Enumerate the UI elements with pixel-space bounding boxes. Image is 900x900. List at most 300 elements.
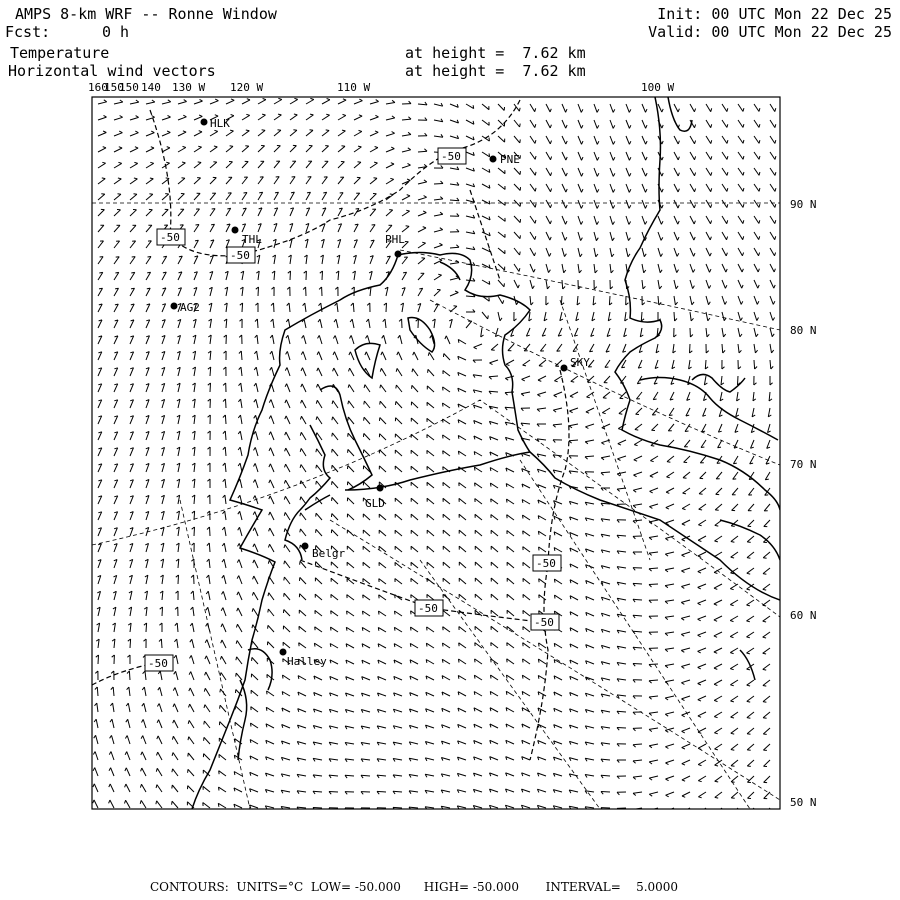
wind-vector-barb bbox=[284, 577, 285, 580]
wind-vector bbox=[698, 520, 706, 525]
wind-vector-barb bbox=[237, 560, 239, 563]
wind-vector bbox=[146, 194, 153, 200]
wind-vector bbox=[252, 674, 259, 680]
wind-vector bbox=[322, 177, 327, 184]
wind-vector bbox=[142, 768, 146, 776]
wind-vector-barb bbox=[590, 351, 593, 352]
wind-vector bbox=[274, 100, 282, 105]
wind-vector-barb bbox=[585, 427, 588, 429]
wind-vector bbox=[458, 708, 466, 712]
wind-vector bbox=[284, 593, 290, 600]
wind-vector bbox=[665, 696, 674, 698]
wind-vector bbox=[178, 209, 184, 216]
wind-vector bbox=[162, 256, 167, 264]
wind-vector bbox=[546, 264, 549, 273]
wind-vector-barb bbox=[775, 124, 776, 127]
wind-vector-barb bbox=[731, 717, 734, 718]
wind-vector bbox=[411, 562, 418, 568]
wind-vector-barb bbox=[763, 589, 766, 590]
wind-vector-barb bbox=[93, 800, 94, 803]
wind-vector-barb bbox=[488, 316, 489, 319]
contour-label-box bbox=[415, 600, 443, 616]
wind-vector bbox=[475, 626, 482, 632]
wind-vector bbox=[754, 360, 755, 369]
wind-vector bbox=[722, 264, 726, 272]
wind-vector bbox=[418, 228, 426, 232]
wind-vector bbox=[174, 720, 178, 728]
wind-vector bbox=[498, 232, 505, 238]
wind-vector-barb bbox=[412, 369, 413, 372]
wind-vector-barb bbox=[618, 429, 621, 430]
wind-vector bbox=[474, 675, 482, 680]
wind-vector bbox=[681, 568, 690, 571]
wind-vector-barb bbox=[268, 544, 269, 547]
wind-vector bbox=[682, 760, 690, 764]
wind-vector bbox=[738, 248, 742, 256]
wind-vector bbox=[482, 168, 490, 173]
wind-vector bbox=[322, 131, 329, 137]
wind-vector-barb bbox=[183, 146, 186, 147]
wind-vector bbox=[226, 162, 233, 168]
wind-vector bbox=[178, 559, 179, 568]
wind-vector bbox=[523, 547, 530, 552]
wind-vector-barb bbox=[665, 539, 668, 541]
wind-vector-barb bbox=[555, 595, 556, 598]
wind-vector bbox=[332, 514, 338, 521]
wind-vector-barb bbox=[253, 544, 255, 547]
wind-vector-barb bbox=[221, 608, 223, 611]
wind-vector bbox=[650, 488, 658, 491]
wind-vector bbox=[178, 132, 186, 136]
wind-vector bbox=[210, 209, 215, 216]
wind-vector bbox=[507, 610, 514, 616]
wind-vector bbox=[738, 168, 743, 175]
wind-vector bbox=[354, 209, 359, 217]
wind-vector bbox=[241, 367, 242, 376]
wind-vector bbox=[348, 417, 354, 424]
wind-vector-barb bbox=[731, 750, 734, 751]
wind-vector-barb bbox=[662, 125, 663, 128]
wind-vector-barb bbox=[374, 162, 377, 163]
wind-vector-barb bbox=[491, 675, 492, 678]
wind-vector-barb bbox=[653, 399, 656, 400]
wind-vector bbox=[98, 320, 102, 328]
wind-vector bbox=[271, 400, 274, 409]
wind-vector-barb bbox=[307, 192, 311, 193]
wind-vector bbox=[256, 431, 259, 440]
wind-vector-barb bbox=[747, 542, 751, 543]
wind-vector bbox=[610, 120, 613, 128]
wind-vector-barb bbox=[375, 115, 378, 117]
wind-vector-barb bbox=[649, 729, 652, 731]
wind-vector-barb bbox=[110, 703, 112, 706]
wind-vector bbox=[649, 584, 658, 585]
station-label: GLD bbox=[365, 497, 385, 510]
wind-vector bbox=[714, 600, 722, 604]
wind-vector-barb bbox=[238, 415, 240, 418]
wind-vector bbox=[490, 360, 499, 363]
wind-vector-barb bbox=[196, 225, 200, 226]
wind-vector-barb bbox=[733, 463, 736, 464]
wind-vector bbox=[162, 148, 170, 152]
wind-vector bbox=[570, 612, 578, 616]
wind-vector bbox=[617, 679, 626, 680]
wind-vector bbox=[641, 312, 642, 321]
wind-vector bbox=[666, 520, 675, 523]
wind-vector bbox=[255, 480, 258, 489]
wind-vector-barb bbox=[597, 205, 599, 208]
wind-vector-barb bbox=[601, 443, 604, 445]
wind-vector-barb bbox=[489, 153, 490, 156]
wind-vector bbox=[338, 208, 342, 216]
wind-vector bbox=[636, 392, 642, 399]
wind-vector-barb bbox=[682, 524, 685, 525]
wind-vector bbox=[225, 447, 226, 456]
wind-vector-barb bbox=[359, 130, 362, 131]
wind-vector-barb bbox=[775, 220, 776, 223]
wind-vector bbox=[258, 146, 265, 152]
wind-vector-barb bbox=[440, 197, 443, 199]
wind-vector bbox=[770, 232, 775, 240]
latitude-labels bbox=[790, 198, 817, 809]
wind-vector bbox=[738, 376, 739, 385]
wind-vector bbox=[97, 703, 98, 712]
wind-vector bbox=[306, 177, 311, 184]
wind-vector-barb bbox=[392, 100, 395, 102]
wind-vector bbox=[474, 467, 482, 472]
wind-vector bbox=[562, 136, 566, 144]
wind-vector-barb bbox=[396, 368, 397, 371]
wind-vector-barb bbox=[474, 452, 475, 456]
wind-vector-barb bbox=[582, 173, 584, 176]
wind-vector-barb bbox=[440, 228, 443, 230]
wind-vector bbox=[98, 655, 99, 664]
wind-vector bbox=[258, 100, 266, 104]
wind-vector-barb bbox=[173, 720, 174, 723]
wind-vector bbox=[546, 152, 551, 160]
wind-vector bbox=[315, 578, 322, 584]
wind-vector bbox=[698, 744, 706, 748]
wind-vector bbox=[522, 484, 530, 488]
wind-vector bbox=[498, 184, 505, 190]
wind-vector-barb bbox=[473, 105, 474, 108]
contour-label-box bbox=[145, 655, 173, 671]
station-marker-icon bbox=[171, 303, 178, 310]
wind-vector-barb bbox=[394, 644, 395, 647]
wind-vector-barb bbox=[666, 508, 669, 510]
wind-vector bbox=[189, 720, 194, 728]
wind-vector bbox=[348, 514, 355, 520]
wind-vector bbox=[257, 335, 258, 344]
wind-vector bbox=[434, 275, 442, 280]
wind-vector-barb bbox=[597, 125, 599, 128]
wind-vector-barb bbox=[581, 125, 583, 128]
wind-vector-barb bbox=[711, 204, 712, 207]
wind-vector bbox=[665, 584, 674, 586]
wind-vector-barb bbox=[698, 700, 701, 701]
wind-vector-barb bbox=[730, 685, 733, 686]
wind-vector-barb bbox=[506, 691, 507, 695]
wind-vector-barb bbox=[204, 705, 205, 708]
wind-vector bbox=[466, 296, 475, 297]
wind-vector-barb bbox=[125, 800, 126, 803]
wind-vector-barb bbox=[727, 220, 728, 223]
wind-vector bbox=[194, 178, 201, 184]
wind-vector bbox=[562, 216, 566, 224]
contour-label-box bbox=[531, 614, 559, 630]
wind-vector-barb bbox=[285, 400, 286, 403]
wind-vector bbox=[506, 484, 514, 489]
wind-vector-barb bbox=[775, 204, 776, 207]
wind-vector-barb bbox=[254, 447, 256, 450]
wind-vector bbox=[681, 664, 690, 667]
wind-vector bbox=[446, 336, 450, 344]
wind-vector bbox=[569, 424, 578, 426]
wind-vector bbox=[127, 736, 130, 745]
wind-vector bbox=[747, 680, 754, 685]
wind-vector-barb bbox=[755, 350, 757, 353]
contour-label-text: -50 bbox=[418, 602, 438, 615]
wind-vector bbox=[242, 146, 249, 152]
wind-vector bbox=[158, 752, 162, 760]
wind-vector-barb bbox=[149, 194, 152, 195]
wind-vector bbox=[443, 435, 450, 440]
wind-vector bbox=[450, 247, 459, 248]
wind-vector-barb bbox=[731, 542, 735, 543]
wind-vector-barb bbox=[474, 467, 475, 471]
wind-vector-barb bbox=[650, 491, 653, 493]
wind-vector bbox=[350, 368, 354, 376]
wind-vector-barb bbox=[331, 627, 332, 630]
wind-vector-barb bbox=[506, 364, 509, 365]
wind-vector-barb bbox=[661, 237, 663, 240]
wind-vector-barb bbox=[694, 109, 695, 112]
wind-vector bbox=[178, 102, 187, 105]
wind-vector bbox=[491, 344, 498, 350]
wind-vector bbox=[769, 392, 770, 401]
wind-vector bbox=[159, 720, 162, 728]
wind-vector bbox=[254, 544, 258, 552]
wind-vector-barb bbox=[206, 607, 208, 610]
wind-vector bbox=[178, 575, 179, 584]
wind-vector-barb bbox=[423, 227, 426, 228]
wind-vector bbox=[210, 367, 211, 376]
wind-vector bbox=[346, 644, 354, 648]
wind-vector bbox=[539, 547, 546, 552]
wind-vector bbox=[482, 312, 488, 319]
wind-vector-barb bbox=[617, 474, 620, 476]
wind-vector bbox=[176, 671, 178, 680]
lon-label-150b: 150 bbox=[119, 81, 139, 94]
wind-vector-barb bbox=[439, 259, 442, 260]
wind-vector bbox=[203, 786, 210, 792]
wind-vector-barb bbox=[665, 633, 668, 635]
wind-vector bbox=[491, 610, 498, 616]
wind-vector-barb bbox=[662, 109, 663, 112]
wind-vector bbox=[706, 168, 711, 176]
wind-vector-barb bbox=[757, 318, 759, 321]
wind-vector-barb bbox=[669, 415, 672, 416]
wind-vector bbox=[395, 530, 402, 536]
wind-vector bbox=[114, 163, 122, 168]
wind-vector bbox=[113, 687, 114, 696]
wind-vector-barb bbox=[629, 189, 631, 192]
wind-vector-barb bbox=[662, 157, 663, 160]
wind-vector bbox=[507, 546, 514, 552]
wind-vector bbox=[130, 241, 136, 248]
wind-vector-barb bbox=[318, 319, 320, 322]
wind-vector-barb bbox=[190, 655, 192, 658]
wind-vector bbox=[594, 264, 595, 273]
wind-vector bbox=[194, 101, 203, 104]
wind-vector bbox=[321, 303, 322, 312]
wind-vector bbox=[649, 568, 658, 569]
wind-vector-barb bbox=[649, 794, 652, 796]
wind-vector bbox=[698, 648, 706, 651]
wind-vector bbox=[362, 644, 370, 648]
wind-vector-barb bbox=[682, 731, 685, 733]
station-ag2 bbox=[171, 301, 200, 314]
wind-vector bbox=[302, 384, 306, 392]
wind-vector bbox=[254, 592, 259, 600]
wind-vector-barb bbox=[633, 777, 636, 779]
wind-vector bbox=[157, 801, 162, 808]
wind-vector-barb bbox=[646, 141, 648, 144]
wind-vector bbox=[749, 488, 755, 495]
wind-vector-barb bbox=[551, 189, 552, 192]
wind-vector-barb bbox=[220, 689, 221, 692]
wind-vector bbox=[252, 641, 258, 648]
wind-vector bbox=[377, 775, 386, 776]
wind-vector-barb bbox=[759, 253, 760, 256]
wind-vector bbox=[706, 232, 710, 240]
station-label: THL bbox=[242, 233, 262, 246]
wind-vector bbox=[418, 213, 426, 216]
wind-vector bbox=[681, 648, 690, 650]
wind-vector-barb bbox=[349, 368, 350, 371]
wind-vector-barb bbox=[650, 476, 653, 477]
wind-vector-barb bbox=[204, 721, 205, 724]
wind-vector bbox=[522, 675, 530, 680]
wind-vector bbox=[364, 417, 370, 424]
wind-vector-barb bbox=[681, 587, 684, 589]
wind-vector bbox=[714, 712, 722, 717]
wind-vector bbox=[412, 385, 418, 392]
wind-vector-barb bbox=[731, 782, 735, 783]
wind-vector bbox=[331, 611, 338, 616]
wind-vector bbox=[322, 115, 330, 120]
wind-vector-barb bbox=[269, 416, 271, 419]
wind-vector bbox=[270, 528, 274, 536]
wind-vector bbox=[674, 232, 678, 240]
wind-vector bbox=[300, 577, 306, 584]
wind-vector bbox=[194, 479, 195, 488]
wind-vector bbox=[554, 643, 562, 648]
wind-vector bbox=[258, 287, 259, 296]
wind-vector bbox=[286, 400, 290, 408]
wind-vector-barb bbox=[681, 683, 684, 685]
wind-vector-barb bbox=[519, 108, 520, 111]
wind-vector-barb bbox=[743, 220, 744, 223]
wind-vector-barb bbox=[535, 156, 536, 159]
wind-vector bbox=[706, 296, 709, 305]
wind-vector-barb bbox=[424, 180, 427, 182]
wind-vector bbox=[98, 225, 104, 232]
wind-vector bbox=[747, 648, 755, 653]
wind-vector bbox=[176, 655, 178, 664]
wind-vector bbox=[348, 466, 354, 473]
wind-vector-barb bbox=[246, 114, 249, 115]
wind-vector bbox=[338, 162, 344, 168]
contour-label-text: -50 bbox=[536, 557, 556, 570]
station-thl bbox=[232, 227, 263, 247]
wind-vector bbox=[626, 248, 628, 257]
wind-vector bbox=[490, 452, 498, 456]
wind-vector-barb bbox=[682, 796, 685, 797]
wind-vector bbox=[642, 152, 646, 160]
wind-vector bbox=[546, 232, 550, 240]
wind-vector bbox=[569, 471, 578, 472]
wind-vector-barb bbox=[284, 496, 285, 499]
wind-vector bbox=[443, 530, 450, 536]
wind-vector bbox=[411, 450, 418, 456]
wind-vector bbox=[427, 418, 434, 424]
wind-vector-barb bbox=[678, 205, 679, 208]
wind-vector bbox=[730, 648, 738, 653]
wind-vector bbox=[395, 466, 402, 472]
wind-vector bbox=[521, 423, 530, 424]
wind-vector-barb bbox=[102, 178, 105, 179]
wind-vector-barb bbox=[774, 269, 775, 272]
wind-vector bbox=[633, 520, 642, 521]
wind-vector-barb bbox=[191, 607, 193, 610]
wind-vector bbox=[177, 623, 178, 632]
wind-vector bbox=[301, 465, 306, 473]
wind-vector-barb bbox=[582, 189, 584, 192]
station-marker-icon bbox=[490, 156, 497, 163]
wind-vector bbox=[146, 607, 147, 616]
wind-vector bbox=[298, 676, 306, 680]
wind-vector bbox=[722, 296, 725, 305]
wind-vector bbox=[633, 615, 642, 616]
wind-vector bbox=[610, 184, 613, 192]
wind-vector-barb bbox=[747, 605, 750, 606]
wind-vector bbox=[530, 120, 535, 128]
wind-vector bbox=[562, 168, 566, 176]
wind-vector-barb bbox=[358, 146, 361, 147]
wind-vector bbox=[498, 104, 504, 111]
wind-vector bbox=[269, 593, 274, 600]
wind-vector-barb bbox=[167, 131, 170, 132]
wind-vector-barb bbox=[238, 431, 240, 434]
wind-vector bbox=[274, 192, 279, 200]
wind-vector bbox=[475, 594, 482, 600]
wind-vector-barb bbox=[134, 178, 138, 179]
wind-vector bbox=[681, 616, 690, 618]
wind-vector bbox=[459, 498, 466, 504]
wind-vector bbox=[161, 639, 162, 648]
wind-vector bbox=[320, 319, 322, 328]
wind-vector bbox=[313, 791, 322, 792]
wind-vector bbox=[690, 184, 695, 192]
wind-vector-barb bbox=[238, 463, 240, 466]
wind-vector bbox=[210, 383, 211, 392]
wind-vector-barb bbox=[715, 781, 719, 782]
wind-vector bbox=[442, 659, 450, 664]
wind-vector bbox=[172, 785, 178, 792]
wind-vector bbox=[701, 440, 706, 448]
wind-vector bbox=[578, 136, 582, 144]
